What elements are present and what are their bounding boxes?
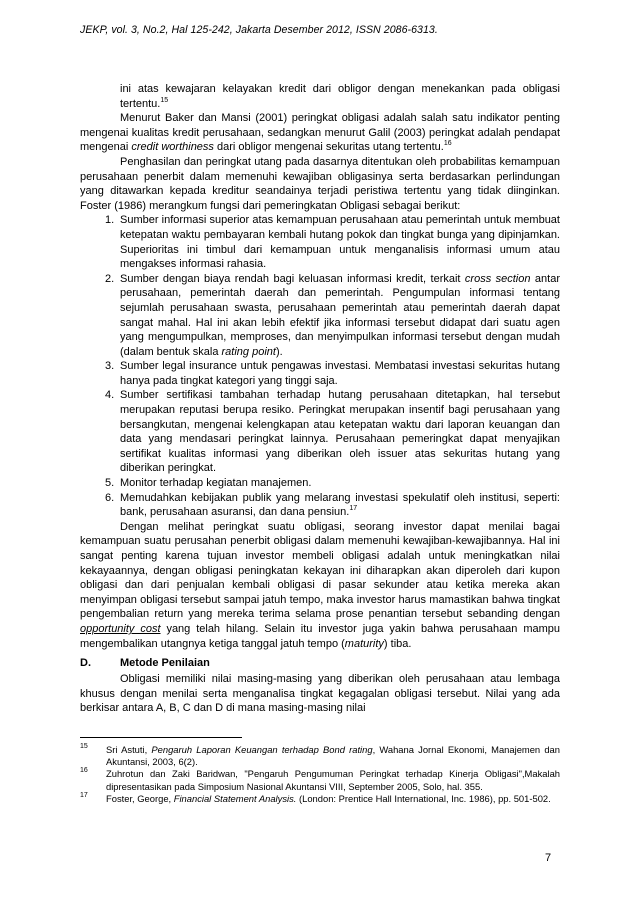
footnote-text: , Wahana Jornal Ekonomi, Manajemen dan Akuntansi, 2003, 6(2). xyxy=(106,744,560,768)
function-list xyxy=(80,213,560,519)
footnote-ref-15: 15 xyxy=(160,96,169,104)
list-number: 3. xyxy=(105,360,115,373)
italic-term: cross section xyxy=(464,272,531,285)
list-text: Sumber sertifikasi tambahan terhadap hutang perusahaan ditetapkan, hal tersebut merupakan reputasi berupa resiko. Peringkat merupakan insentif bagi perusahaan yang bersangkutan, mengenai kelengkapan atau ketepatan waktu dari laporan keuangan dan data yang mendasari peringkat lainnya. Perusahaan pemeringkat dapat menyajikan sertifikat kualitas informasi yang diberikan oleh issuer atas sekuritas hutang yang diberikan peringkat. xyxy=(120,389,560,475)
list-item xyxy=(80,476,560,491)
section-title: Metode Penilaian xyxy=(120,657,210,670)
list-text: Sumber legal insurance untuk pengawas investasi. Membatasi investasi sekuritas hutang hanya pada tingkat kategori yang tinggi saja. xyxy=(120,360,560,387)
paragraph-text: ) tiba. xyxy=(383,637,412,650)
footnote-ref-16: 16 xyxy=(443,140,452,148)
list-text: antar perusahaan, pemerintah daerah dan pemerintah. Pengumpulan informasi tentang sejumlah perusahaan swasta, perusahaan pemerintah atau pemerintah daerah dapat sangat mahal. Hal ini akan lebih efektif jika informasi tersebut didapat dari suatu agen yang mengumpulkan, memproses, dan menyimpulkan informasi tersebut dengan mudah (dalam bentuk skala xyxy=(120,272,560,358)
footnote-italic: Financial Statement Analysis. xyxy=(173,792,297,804)
list-text: Sumber informasi superior atas kemampuan perusahaan atau pemerintah untuk membuat ketepatan waktu pembayaran kembali hutang pokok dan tingkat bunga yang dipinjamkan. Superioritas ini timbul dari kemampuan untuk menganalisis informasi umum atau mengakses informasi rahasia. xyxy=(120,214,560,271)
footnote-number: 15 xyxy=(80,743,88,750)
footnote-15 xyxy=(80,744,560,768)
list-item xyxy=(80,213,560,271)
page-number: 7 xyxy=(545,852,552,864)
paragraph-baker-mansi xyxy=(80,111,560,155)
italic-term: maturity xyxy=(344,637,384,650)
paragraph-obligasi-memiliki: Obligasi memiliki nilai masing-masing yang diberikan oleh perusahaan atau lembaga khusus dengan menilai serta menganalisa tingkat kegagalan obligasi tersebut. Nilai yang ada berkisar antara A, B, C dan D di mana masing-masing nilai xyxy=(80,673,560,715)
continued-paragraph xyxy=(80,82,560,111)
italic-term: rating point xyxy=(221,345,276,358)
footnote-number: 16 xyxy=(80,767,88,775)
list-text: Sumber dengan biaya rendah bagi keluasan informasi kredit, terkait xyxy=(120,272,461,285)
paragraph-text: Menurut Baker dan Mansi (2001) peringkat obligasi adalah salah satu indikator penting mengenai kualitas kredit perusahaan, sedangkan menurut Galil (2003) peringkat adalah pendapat mengenai xyxy=(80,112,560,154)
list-item xyxy=(80,272,560,360)
list-text: Monitor terhadap kegiatan manajemen. xyxy=(120,477,312,490)
list-number: 1. xyxy=(105,214,115,227)
footnote-text: Zuhrotun dan Zaki Baridwan, "Pengaruh Pengumuman Peringkat terhadap Kinerja Obligasi",Makalah dipresentasikan pada Simposium Nasional Akuntansi VIII, September 2005, Solo, hal. 355. xyxy=(106,768,560,792)
list-text: Memudahkan kebijakan publik yang melarang investasi spekulatif oleh institusi, seperti: bank, perusahaan asuransi, dan dana pensiun. xyxy=(120,491,560,519)
list-number: 4. xyxy=(105,389,115,402)
list-text: ). xyxy=(275,345,283,358)
footnote-17 xyxy=(80,793,560,805)
list-number: 6. xyxy=(105,491,115,504)
section-letter: D. xyxy=(80,657,91,670)
paragraph-dengan-melihat xyxy=(80,520,560,651)
footnote-text: Foster, George, xyxy=(106,792,172,804)
footnote-text: (London: Prentice Hall International, Inc. 1986), pp. 501-502. xyxy=(299,792,551,804)
footnote-text: Sri Astuti, xyxy=(106,744,148,755)
footnote-italic: Pengaruh Laporan Keuangan terhadap Bond rating xyxy=(151,744,373,755)
list-item xyxy=(80,388,560,476)
list-item xyxy=(80,359,560,388)
paragraph-text: dari obligor mengenai sekuritas utang tertentu. xyxy=(217,141,444,154)
section-heading xyxy=(80,656,560,672)
footnote-ref-17: 17 xyxy=(349,505,358,513)
list-item xyxy=(80,491,560,520)
list-number: 5. xyxy=(105,477,115,490)
continued-text: ini atas kewajaran kelayakan kredit dari obligor dengan menekankan pada obligasi tertentu. xyxy=(120,83,560,110)
italic-term: opportunity cost xyxy=(80,622,161,635)
italic-term: credit worthiness xyxy=(131,141,214,154)
paragraph-text: yang telah hilang. Selain itu investor juga yakin bahwa perusahaan mampu mengembalikan utangnya ketiga tanggal jatuh tempo ( xyxy=(80,622,561,650)
footnote-divider xyxy=(80,737,242,738)
footnotes xyxy=(80,744,560,805)
paragraph-penghasilan: Penghasilan dan peringkat utang pada dasarnya ditentukan oleh probabilitas kemampuan perusahaan penerbit dalam memenuhi kewajiban obligasinya serta berdasarkan perlindungan yang ditawarkan kepada kreditur seandainya terjadi peristiwa tertentu yang tidak diinginkan. Foster (1986) merangkum fungsi dari pemeringkatan Obligasi sebagai berikut: xyxy=(80,155,560,212)
paragraph-text: Dengan melihat peringkat suatu obligasi, seorang investor dapat menilai bagai kemampuan suatu perusahan penerbit obligasi dalam memenuhi kewajiban-kewajibannya. Hal ini sangat penting karena tujuan investor membeli obligasi adalah untuk meningkatkan nilai kekayaannya, dengan obligasi peningkatan kekayan ini diharapkan akan diperoleh dari kupon obligasi dan dari penjualan kembali obligasi di pasar sekunder atau ketika mereka akan menyimpan obligasi tersebut sampai jatuh tempo, maka investor harus mamastikan bahwa tingkat pengembalian return yang mereka terima selama prose penantian tersebut sebanding dengan xyxy=(80,520,560,621)
list-number: 2. xyxy=(105,272,115,285)
body-text xyxy=(80,82,560,716)
running-header: JEKP, vol. 3, No.2, Hal 125-242, Jakarta Desember 2012, ISSN 2086-6313. xyxy=(80,24,438,36)
footnote-number: 17 xyxy=(80,791,88,799)
footnote-16 xyxy=(80,768,560,792)
